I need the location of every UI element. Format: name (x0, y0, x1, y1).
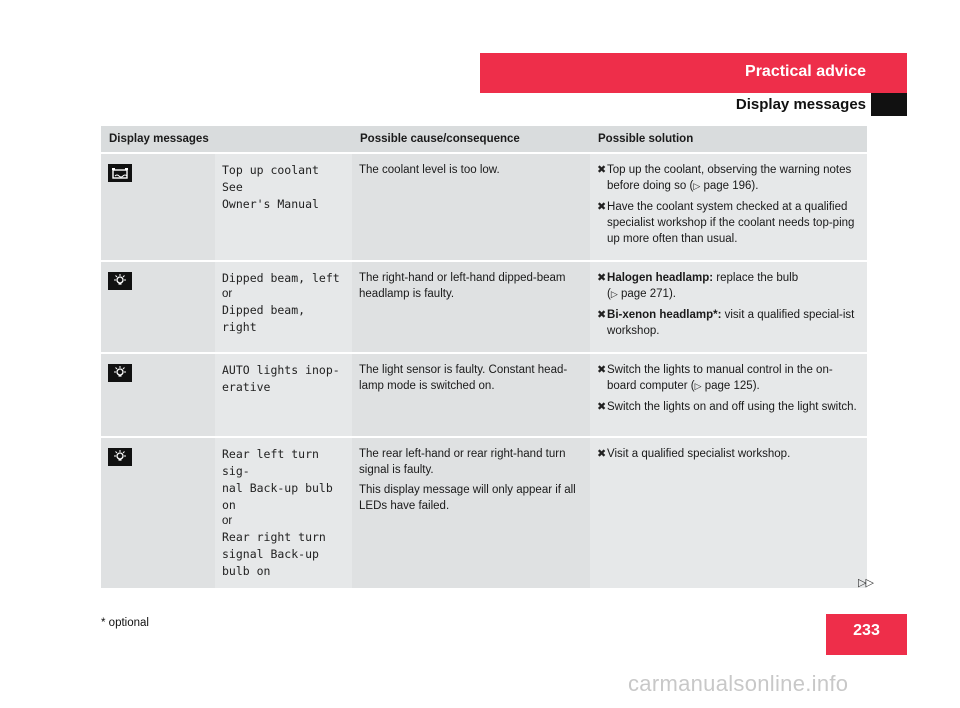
subsection-title: Display messages (735, 96, 866, 113)
cause-text: This display message will only appear if all LEDs have failed. (359, 484, 576, 512)
solution-bold-text: Bi-xenon headlamp*: (607, 309, 722, 321)
footnote: * optional (101, 617, 149, 629)
headlamp-bulb-icon (108, 364, 132, 382)
solution-bold-text: Halogen headlamp: (607, 272, 714, 284)
display-message-text: Dipped beam, left (222, 271, 340, 285)
arrow-icon: ✖ (597, 164, 607, 176)
col-header-display-messages: Display messages (101, 126, 352, 153)
cause-text: The light sensor is faulty. Constant head-lamp mode is switched on. (359, 364, 568, 392)
page-ref-link[interactable]: page 271 (620, 288, 669, 300)
solution-item (597, 362, 861, 394)
solution-cell (590, 261, 867, 353)
solution-text: Switch the lights to manual control in the on-board computer ( (607, 364, 833, 392)
solution-item (597, 446, 861, 462)
arrow-icon: ✖ (597, 309, 607, 321)
page-ref-icon: ▷ (694, 381, 702, 391)
page-ref-icon: ▷ (693, 181, 701, 191)
display-message-text: Dipped beam, right (222, 303, 313, 334)
or-text: or (222, 515, 233, 527)
page-ref-link[interactable]: page 125 (704, 380, 753, 392)
headlamp-bulb-icon (108, 272, 132, 290)
table-row (101, 353, 867, 437)
page-ref-icon: ▷ (610, 289, 618, 299)
table-header-row (101, 126, 867, 153)
ref-open: ( (607, 288, 611, 300)
solution-cell (590, 437, 867, 588)
continue-icon: ▷▷ (858, 577, 873, 589)
display-messages-table (101, 126, 867, 588)
cause-cell (352, 261, 590, 353)
arrow-icon: ✖ (597, 401, 607, 413)
cause-text: The right-hand or left-hand dipped-beam headlamp is faulty. (359, 272, 566, 300)
solution-text: Visit a qualified specialist workshop. (607, 448, 791, 460)
solution-item (597, 199, 861, 247)
solution-text: Have the coolant system checked at a qualified specialist workshop if the coolant needs top-ping up more often than usual. (607, 201, 855, 245)
solution-text-end: ). (668, 288, 676, 300)
solution-text: visit a qualified special-ist workshop. (607, 309, 855, 337)
cause-text: The coolant level is too low. (359, 164, 500, 176)
table-row (101, 153, 867, 261)
cause-cell (352, 353, 590, 437)
page-number: 233 (826, 614, 907, 655)
arrow-icon: ✖ (597, 364, 607, 376)
message-cell (215, 261, 352, 353)
page-ref-link[interactable]: page 196 (703, 180, 752, 192)
display-message-text: Top up coolant See Owner's Manual (222, 163, 319, 211)
symbol-cell (101, 353, 215, 437)
cause-text: The rear left-hand or rear right-hand turn signal is faulty. (359, 448, 566, 476)
display-message-text: AUTO lights inop- erative (222, 363, 340, 394)
symbol-cell (101, 437, 215, 588)
coolant-warning-icon (108, 164, 132, 182)
arrow-icon: ✖ (597, 201, 607, 213)
solution-item (597, 162, 861, 194)
solution-text: replace the bulb (713, 272, 799, 284)
cause-cell (352, 437, 590, 588)
arrow-icon: ✖ (597, 448, 607, 460)
message-cell (215, 437, 352, 588)
message-cell (215, 353, 352, 437)
solution-item (597, 399, 861, 415)
table-row (101, 261, 867, 353)
symbol-cell (101, 261, 215, 353)
headlamp-bulb-icon (108, 448, 132, 466)
solution-text: Top up the coolant, observing the warning notes before doing so ( (607, 164, 852, 192)
arrow-icon: ✖ (597, 272, 607, 284)
solution-text-end: ). (752, 380, 760, 392)
col-header-cause: Possible cause/consequence (352, 126, 590, 153)
table-row (101, 437, 867, 588)
solution-item (597, 270, 861, 302)
solution-text: Switch the lights on and off using the light switch. (607, 401, 857, 413)
solution-item (597, 307, 861, 339)
col-header-solution: Possible solution (590, 126, 867, 153)
solution-cell (590, 153, 867, 261)
solution-text-end: ). (751, 180, 759, 192)
cause-cell (352, 153, 590, 261)
solution-cell (590, 353, 867, 437)
display-message-text: Rear right turn signal Back-up bulb on (222, 530, 326, 578)
symbol-cell (101, 153, 215, 261)
watermark: carmanualsonline.info (628, 671, 849, 696)
display-message-text: Rear left turn sig- nal Back-up bulb on (222, 447, 333, 512)
header-marker (871, 93, 907, 116)
message-cell (215, 153, 352, 261)
or-text: or (222, 288, 233, 300)
section-title: Practical advice (480, 53, 907, 93)
